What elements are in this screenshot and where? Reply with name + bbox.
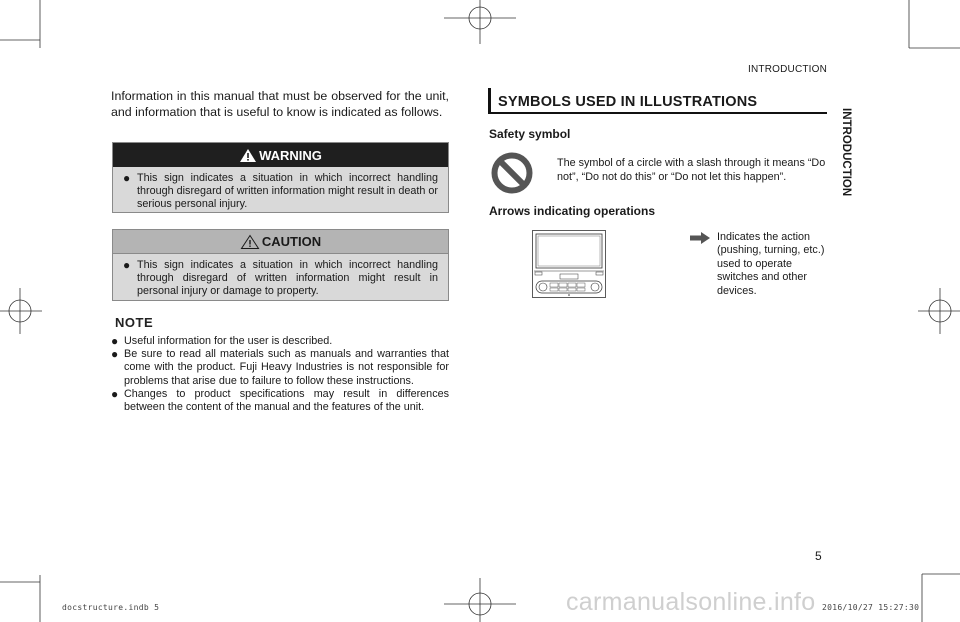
safety-symbol-description: The symbol of a circle with a slash through it means “Do not”, “Do not do this” or “Do not let this happen”. [557, 157, 826, 183]
note-item: ● Be sure to read all materials such as manuals and warranties that come with the product. Fuji Heavy Industries is not responsible for problems that arise due to failure to follow these instructions. [111, 347, 449, 387]
bullet: ● [123, 258, 131, 272]
caution-triangle-icon [240, 234, 260, 250]
section-heading: SYMBOLS USED IN ILLUSTRATIONS [488, 88, 827, 114]
head-unit-illustration [532, 230, 606, 298]
warning-box [112, 142, 449, 213]
running-header: INTRODUCTION [748, 64, 828, 75]
caution-box [112, 229, 449, 301]
warning-triangle-icon [239, 148, 257, 163]
watermark: carmanualsonline.info [566, 588, 816, 616]
footer-timestamp: 2016/10/27 15:27:30 [822, 603, 920, 612]
intro-paragraph: Information in this manual that must be observed for the unit, and information that is useful to know is indicated as follows. [111, 89, 449, 119]
warning-title: WARNING [259, 147, 322, 163]
no-entry-icon [490, 151, 534, 195]
footer-file: docstructure.indb 5 [62, 603, 160, 612]
note-list [111, 335, 449, 414]
arrows-title: Arrows indicating operations [489, 204, 656, 218]
caution-header [113, 230, 448, 254]
note-item: ● Useful information for the user is described. [111, 334, 333, 348]
note-title: NOTE [115, 315, 154, 330]
side-tab: INTRODUCTION [840, 108, 852, 197]
warning-text: This sign indicates a situation in which incorrect handling through disregard of written information might result in death or serious personal injury. [137, 172, 438, 210]
caution-title: CAUTION [261, 234, 322, 249]
bullet: ● [123, 171, 131, 185]
safety-symbol-title: Safety symbol [489, 127, 571, 141]
warning-header [113, 143, 448, 167]
arrow-right-icon [690, 232, 710, 244]
caution-text: This sign indicates a situation in which incorrect handling through disregard of written information might result in personal injury or damage to property. [137, 259, 438, 297]
arrows-description: Indicates the action (pushing, turning, etc.) used to operate switches and other devices. [717, 231, 825, 297]
page-number: 5 [815, 549, 822, 563]
note-item: ● Changes to product specifications may result in differences between the content of the manual and the features of the unit. [111, 386, 449, 414]
